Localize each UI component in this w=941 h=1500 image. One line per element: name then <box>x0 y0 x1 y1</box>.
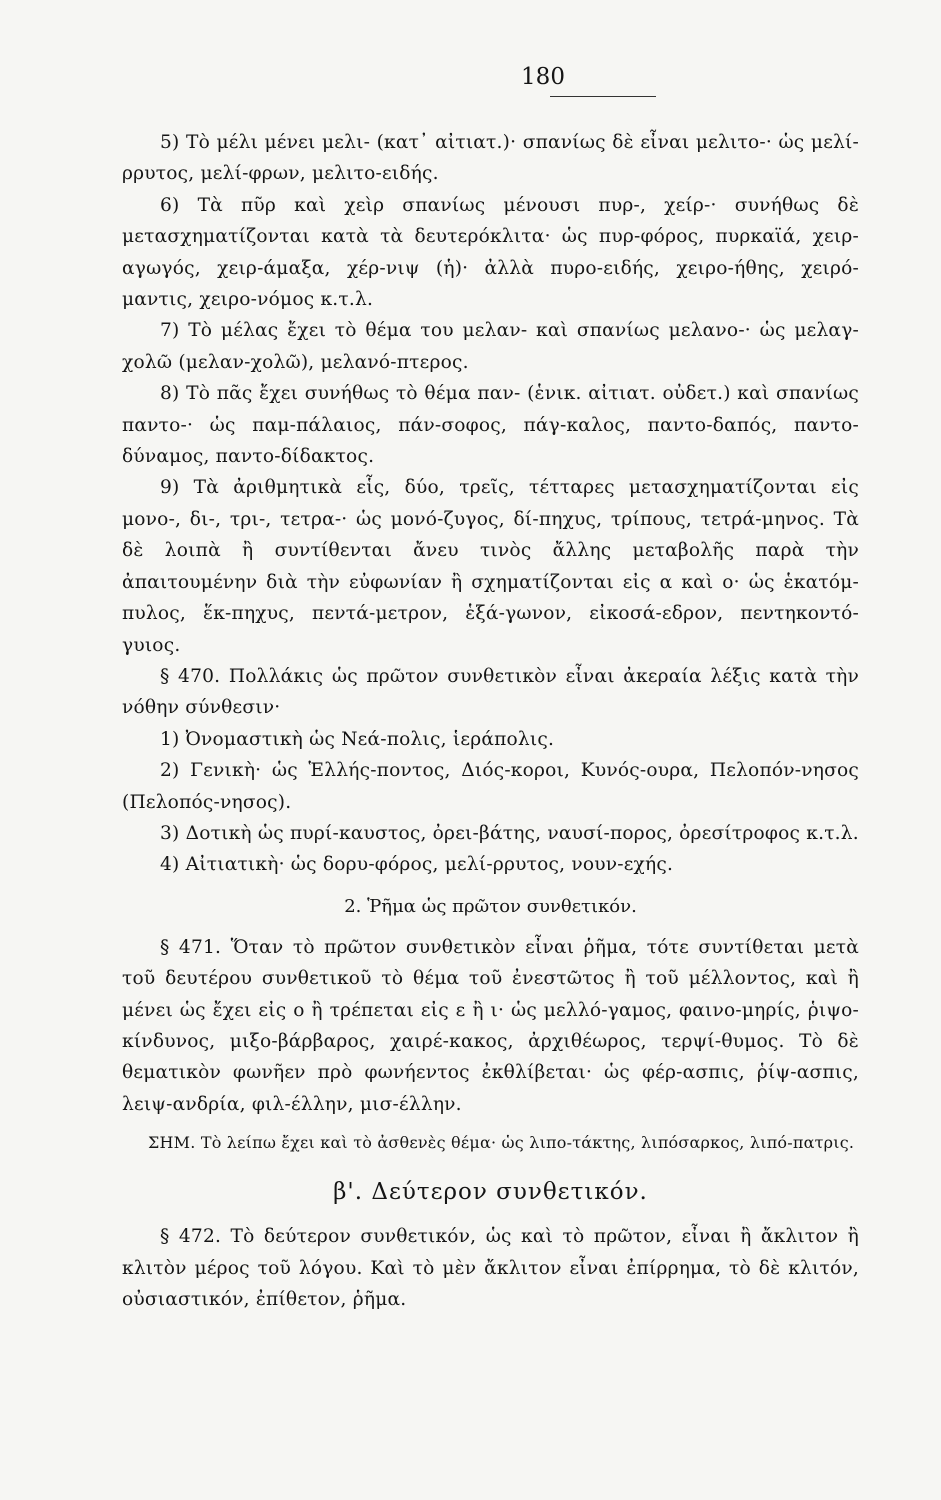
paragraph-7-melas: 7) Τὸ μέλας ἔχει τὸ θέμα του μελαν- καὶ σπανίως μελανο-· ὡς μελαγ-χολῶ (μελαν-χολῶ), μελανό-πτερος. <box>122 320 859 373</box>
note-leipo: ΣΗΜ. Τὸ λείπω ἔχει καὶ τὸ ἀσθενὲς θέμα· ὡς λιπο-τάκτης, λιπόσαρκος, λιπό-πατρις. <box>148 1133 855 1153</box>
heading-second-component: β'. Δεύτερον συνθετικόν. <box>333 1179 648 1206</box>
section-471: § 471. Ὅταν τὸ πρῶτον συνθετικὸν εἶναι ῥῆμα, τότε συντίθεται μετὰ τοῦ δευτέρου συνθετικοῦ τὸ θέμα τοῦ ἐνεστῶτος ἢ τοῦ μέλλοντος, καὶ ἢ μένει ὡς ἔχει εἰς ο ἢ τρέπεται εἰς ε ἢ ι· ὡς μελλό-γαμος, φαινο-μηρίς, ῥιψο-κίνδυνος, μιξο-βάρβαρος, χαιρέ-κακος, ἀρχιθέωρος, τερψί-θυμος. Τὸ δὲ θεματικὸν φωνῆεν πρὸ φωνήεντος ἐκθλίβεται· ὡς φέρ-ασπις, ῥίψ-ασπις, λειψ-ανδρία, φιλ-έλλην, μισ-έλλην. <box>122 936 859 1115</box>
item-accusative: 4) Αἰτιατικὴ· ὡς δορυ-φόρος, μελί-ρρυτος, νουν-εχής. <box>160 854 674 876</box>
item-dative: 3) Δοτικὴ ὡς πυρί-καυστος, ὀρει-βάτης, ναυσί-πορος, ὀρεσίτροφος κ.τ.λ. <box>160 822 859 844</box>
section-470: § 470. Πολλάκις ὡς πρῶτον συνθετικὸν εἶναι ἀκεραία λέξις κατὰ τὴν νόθην σύνθεσιν· <box>122 665 859 719</box>
paragraph-8-pas: 8) Τὸ πᾶς ἔχει συνήθως τὸ θέμα παν- (ἑνικ. αἰτιατ. οὐδετ.) καὶ σπανίως παντο-· ὡς παμ-πάλαιος, πάν-σοφος, πάγ-καλος, παντο-δαπός, παντο-δύναμος, παντο-δίδακτος. <box>122 383 859 468</box>
header-rule <box>550 96 656 97</box>
subheading-verb-first: 2. Ῥῆμα ὡς πρῶτον συνθετικόν. <box>344 895 637 917</box>
item-nominative: 1) Ὀνομαστικὴ ὡς Νεά-πολις, ἱεράπολις. <box>160 728 555 750</box>
paragraph-9-numerals: 9) Τὰ ἀριθμητικὰ εἷς, δύο, τρεῖς, τέτταρες μετασχηματίζονται εἰς μονο-, δι-, τρι-, τετρα-· ὡς μονό-ζυγος, δί-πηχυς, τρίπους, τετρά-μηνος. Τὰ δὲ λοιπὰ ἢ συντίθενται ἄνευ τινὸς ἄλλης μεταβολῆς παρὰ τὴν ἀπαιτουμένην διὰ τὴν εὐφωνίαν ἢ σχηματίζονται εἰς α καὶ ο· ὡς ἑκατόμ-πυλος, ἕκ-πηχυς, πεντά-μετρον, ἑξά-γωνον, εἰκοσά-εδρον, πεντηκοντό-γυιος. <box>122 477 859 656</box>
item-genitive: 2) Γενικὴ· ὡς Ἑλλής-ποντος, Διός-κοροι, Κυνός-ουρα, Πελοπόν-νησος (Πελοπός-νησος). <box>122 760 859 813</box>
page-number: 180 <box>521 64 565 90</box>
paragraph-6-pyr-cheir: 6) Τὰ πῦρ καὶ χεὶρ σπανίως μένουσι πυρ-, χείρ-· συνήθως δὲ μετασχηματίζονται κατὰ τὰ δευτερόκλιτα· ὡς πυρ-φόρος, πυρκαϊά, χειρ-αγωγός, χειρ-άμαξα, χέρ-νιψ (ἡ)· ἀλλὰ πυρο-ειδής, χειρο-ήθης, χειρό-μαντις, χειρο-νόμος κ.τ.λ. <box>122 194 859 311</box>
section-472: § 472. Τὸ δεύτερον συνθετικόν, ὡς καὶ τὸ πρῶτον, εἶναι ἢ ἄκλιτον ἢ κλιτὸν μέρος τοῦ λόγου. Καὶ τὸ μὲν ἄκλιτον εἶναι ἐπίρρημα, τὸ δὲ κλιτόν, οὐσιαστικόν, ἐπίθετον, ῥῆμα. <box>122 1226 859 1310</box>
paragraph-5-meli: 5) Τὸ μέλι μένει μελι- (κατ᾽ αἰτιατ.)· σπανίως δὲ εἶναι μελιτο-· ὡς μελί-ρρυτος, μελί-φρων, μελιτο-ειδής. <box>122 132 859 185</box>
